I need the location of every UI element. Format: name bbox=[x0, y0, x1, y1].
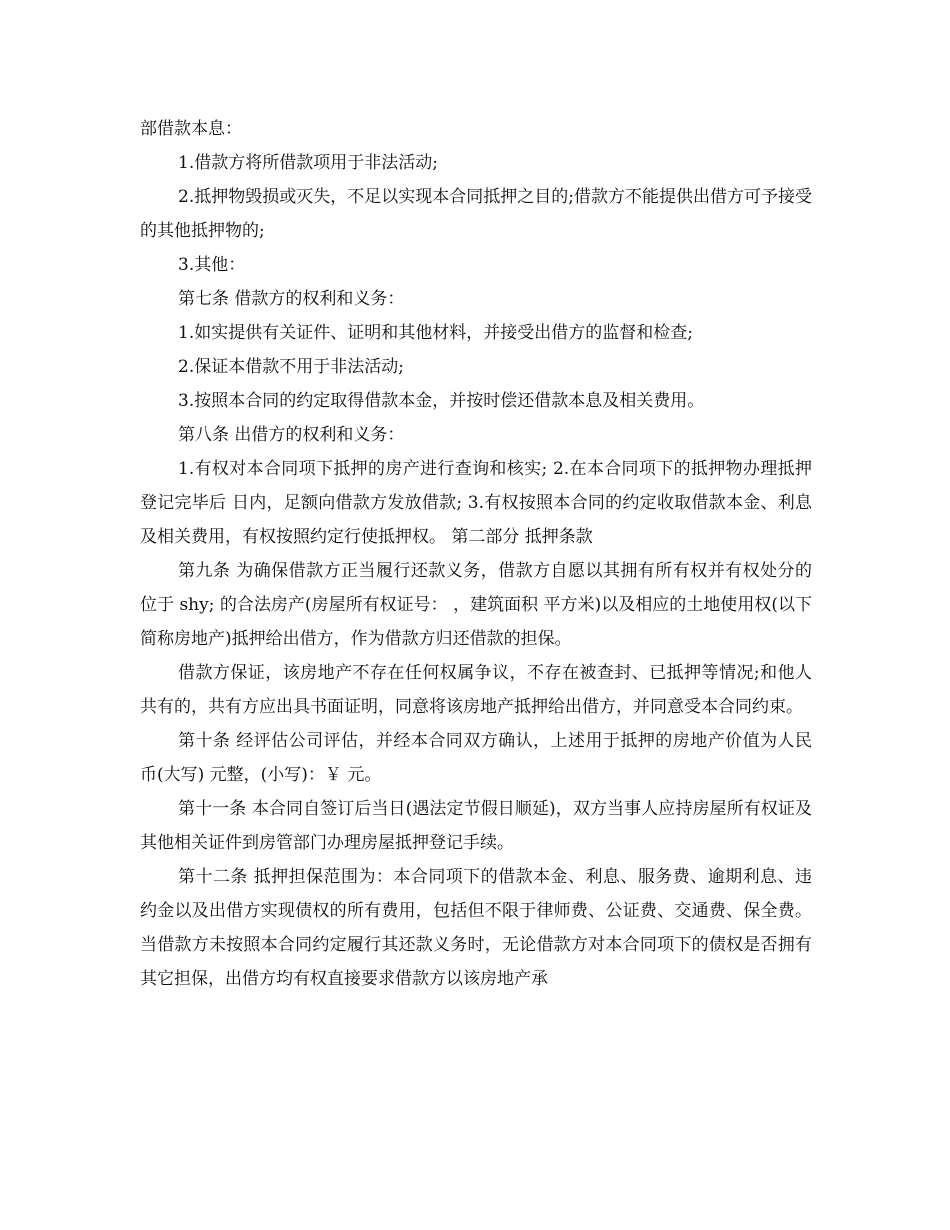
paragraph-clause-item: 1.有权对本合同项下抵押的房产进行查询和核实; 2.在本合同项下的抵押物办理抵押登记完毕后 日内，足额向借款方发放借款; 3.有权按照本合同的约定收取借款本金、利息及相关费用，有权按照约定行使抵押权。 第二部分 抵押条款 bbox=[140, 459, 812, 547]
article-heading: 第七条 借款方的权利和义务： bbox=[178, 289, 405, 309]
paragraph-continuation: 部借款本息： bbox=[140, 119, 242, 139]
paragraph-clause-item: 2.保证本借款不用于非法活动; bbox=[178, 357, 404, 377]
article-paragraph: 第十一条 本合同自签订后当日(遇法定节假日顺延)，双方当事人应持房屋所有权证及其他相关证件到房管部门办理房屋抵押登记手续。 bbox=[140, 799, 812, 853]
article-paragraph: 第十条 经评估公司评估，并经本合同双方确认，上述用于抵押的房地产价值为人民币(大写) 元整，(小写)：￥ 元。 bbox=[140, 731, 812, 785]
paragraph-clause-item: 2.抵押物毁损或灭失，不足以实现本合同抵押之目的;借款方不能提供出借方可予接受的其他抵押物的; bbox=[140, 187, 812, 241]
article-paragraph: 第九条 为确保借款方正当履行还款义务，借款方自愿以其拥有所有权并有权处分的位于 shy; 的合法房产(房屋所有权证号： ，建筑面积 平方米)以及相应的土地使用权(以下简称房地产)抵押给出借方，作为借款方归还借款的担保。 bbox=[140, 561, 812, 649]
paragraph-clause-item: 3.按照本合同的约定取得借款本金，并按时偿还借款本息及相关费用。 bbox=[178, 391, 705, 411]
article-heading: 第八条 出借方的权利和义务： bbox=[178, 425, 405, 445]
article-paragraph: 第十二条 抵押担保范围为：本合同项下的借款本金、利息、服务费、逾期利息、违约金以及出借方实现债权的所有费用，包括但不限于律师费、公证费、交通费、保全费。当借款方未按照本合同约定履行其还款义务时，无论借款方对本合同项下的债权是否拥有其它担保，出借方均有权直接要求借款方以该房地产承 bbox=[140, 867, 812, 989]
article-paragraph: 借款方保证，该房地产不存在任何权属争议，不存在被查封、已抵押等情况;和他人共有的，共有方应出具书面证明，同意将该房地产抵押给出借方，并同意受本合同约束。 bbox=[140, 663, 812, 717]
paragraph-clause-item: 1.借款方将所借款项用于非法活动; bbox=[178, 153, 438, 173]
paragraph-clause-item: 3.其他： bbox=[178, 255, 246, 275]
paragraph-clause-item: 1.如实提供有关证件、证明和其他材料，并接受出借方的监督和检查; bbox=[178, 323, 693, 343]
document-body bbox=[140, 112, 812, 996]
